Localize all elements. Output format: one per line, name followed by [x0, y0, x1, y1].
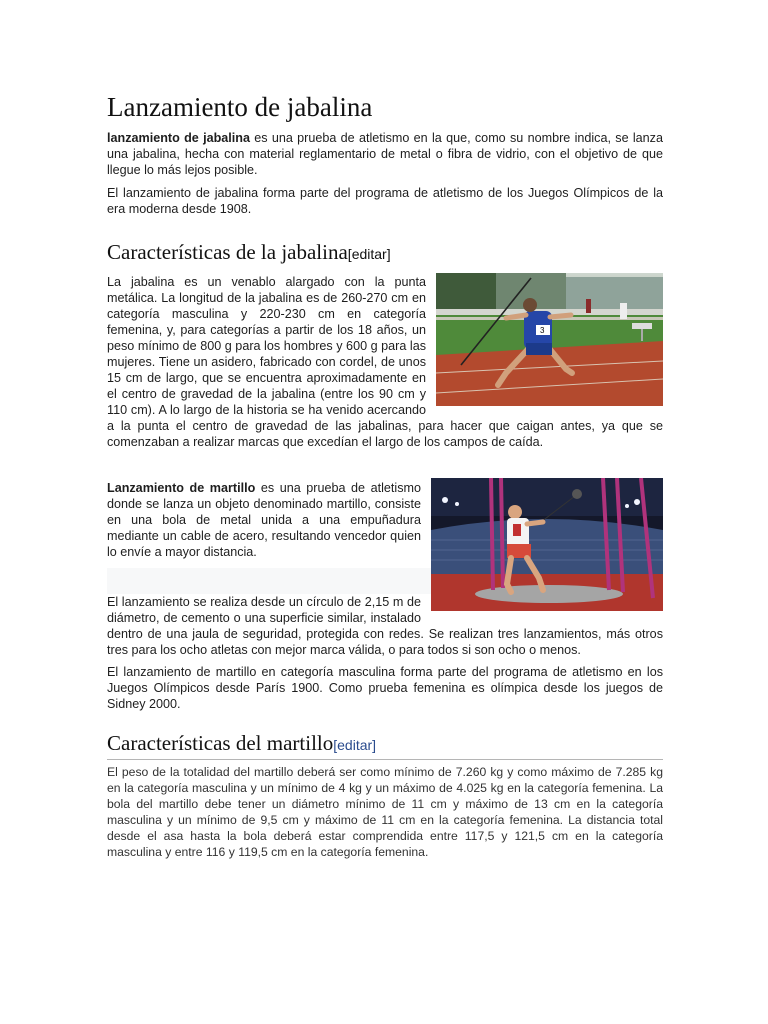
edit-link-label: editar — [351, 246, 387, 262]
hammer-specs-heading-text: Características del martillo — [107, 731, 334, 755]
hammer-bold-term: Lanzamiento de martillo — [107, 481, 256, 495]
hammer-specs-heading — [107, 730, 663, 760]
javelin-characteristics-paragraph: La jabalina es un venablo alargado con la punta metálica. La longitud de la jabalina es de 260-270 cm en categoría masculina y 220-230 cm en categoría femenina, y, para categorías a partir de los 18 años, un peso mínimo de 800 g para los hombres y 600 g para las mujeres. Tiene un asidero, fabricado con cordel, de unos 15 cm de largo, que se encuentra aproximadamente en el centro de gravedad de la jabalina (entre los 90 cm y 110 cm). A lo largo de la historia se ha venido acercando a la punta el centro de gravedad de las jabalinas, para hacer que caigan antes, ya que se comenzaban a realizar marcas que excedían el largo de los campos de caída. — [107, 275, 663, 449]
intro-bold-term: lanzamiento de jabalina — [107, 131, 250, 145]
blank-block — [107, 568, 443, 594]
edit-section-link[interactable] — [348, 246, 391, 262]
edit-bracket-open: [ — [347, 246, 352, 262]
javelin-heading-text: Características de la jabalina — [107, 240, 348, 264]
edit-section-link[interactable] — [333, 737, 376, 753]
hammer-circle-paragraph: El lanzamiento se realiza desde un círculo de 2,15 m de diámetro, de cemento o una superficie similar, instalado dentro de una jaula de seguridad, protegida con redes. Se realizan tres lanzamientos, más otros tres para los ocho atletas con mejor marca válida, o para todos si son ocho o menos. — [107, 595, 663, 657]
intro-text: es una prueba de atletismo en la que, como su nombre indica, se lanza una jabalina, hecha con material reglamentario de metal o fibra de vidrio, con el objetivo de que llegue lo más lejos posible. — [107, 131, 663, 177]
page-title: Lanzamiento de jabalina — [107, 92, 373, 122]
bib-number: 3 — [540, 326, 545, 335]
javelin-thrower-photo — [436, 273, 663, 406]
hammer-ball — [572, 489, 582, 499]
edit-bracket-close: ] — [372, 737, 377, 753]
olympic-javelin-paragraph: El lanzamiento de jabalina forma parte del programa de atletismo de los Juegos Olímpicos de la era moderna desde 1908. — [107, 186, 663, 216]
article — [107, 86, 663, 860]
edit-link-label: editar — [337, 737, 373, 753]
edit-bracket-close: ] — [386, 246, 391, 262]
hammer-specs-paragraph: El peso de la totalidad del martillo deberá ser como mínimo de 7.260 kg y como máximo de 7.285 kg en la categoría masculina y un mínimo de 4 kg y un máximo de 4.025 kg en la categoría femenina. La bola del martillo debe tener un diámetro mínimo de 11 cm y máximo de 13 cm en la categoría masculina y un mínimo de 9,5 cm y máximo de 11 cm en la categoría femenina. La distancia total desde el asa hasta la bola deberá estar comprendida entre 117,5 y 121,5 cm en la categoría masculina y entre 116 y 119,5 cm en la categoría femenina. — [107, 765, 663, 859]
hammer-olympic-paragraph: El lanzamiento de martillo en categoría masculina forma parte del programa de atletismo en los Juegos Olímpicos desde París 1900. Como prueba femenina es olímpica desde los juegos de Sidney 2000. — [107, 665, 663, 711]
javelin-section-heading — [107, 237, 663, 269]
intro-paragraph — [107, 130, 663, 178]
edit-bracket-open: [ — [333, 737, 338, 753]
hammer-intro-text: es una prueba de atletismo donde se lanza un objeto denominado martillo, consiste en una bola de metal unida a una empuñadura mediante un cable de acero, resultando vencedor quien lo envíe a mayor distancia. — [107, 481, 421, 559]
hammer-thrower-photo — [431, 478, 663, 611]
